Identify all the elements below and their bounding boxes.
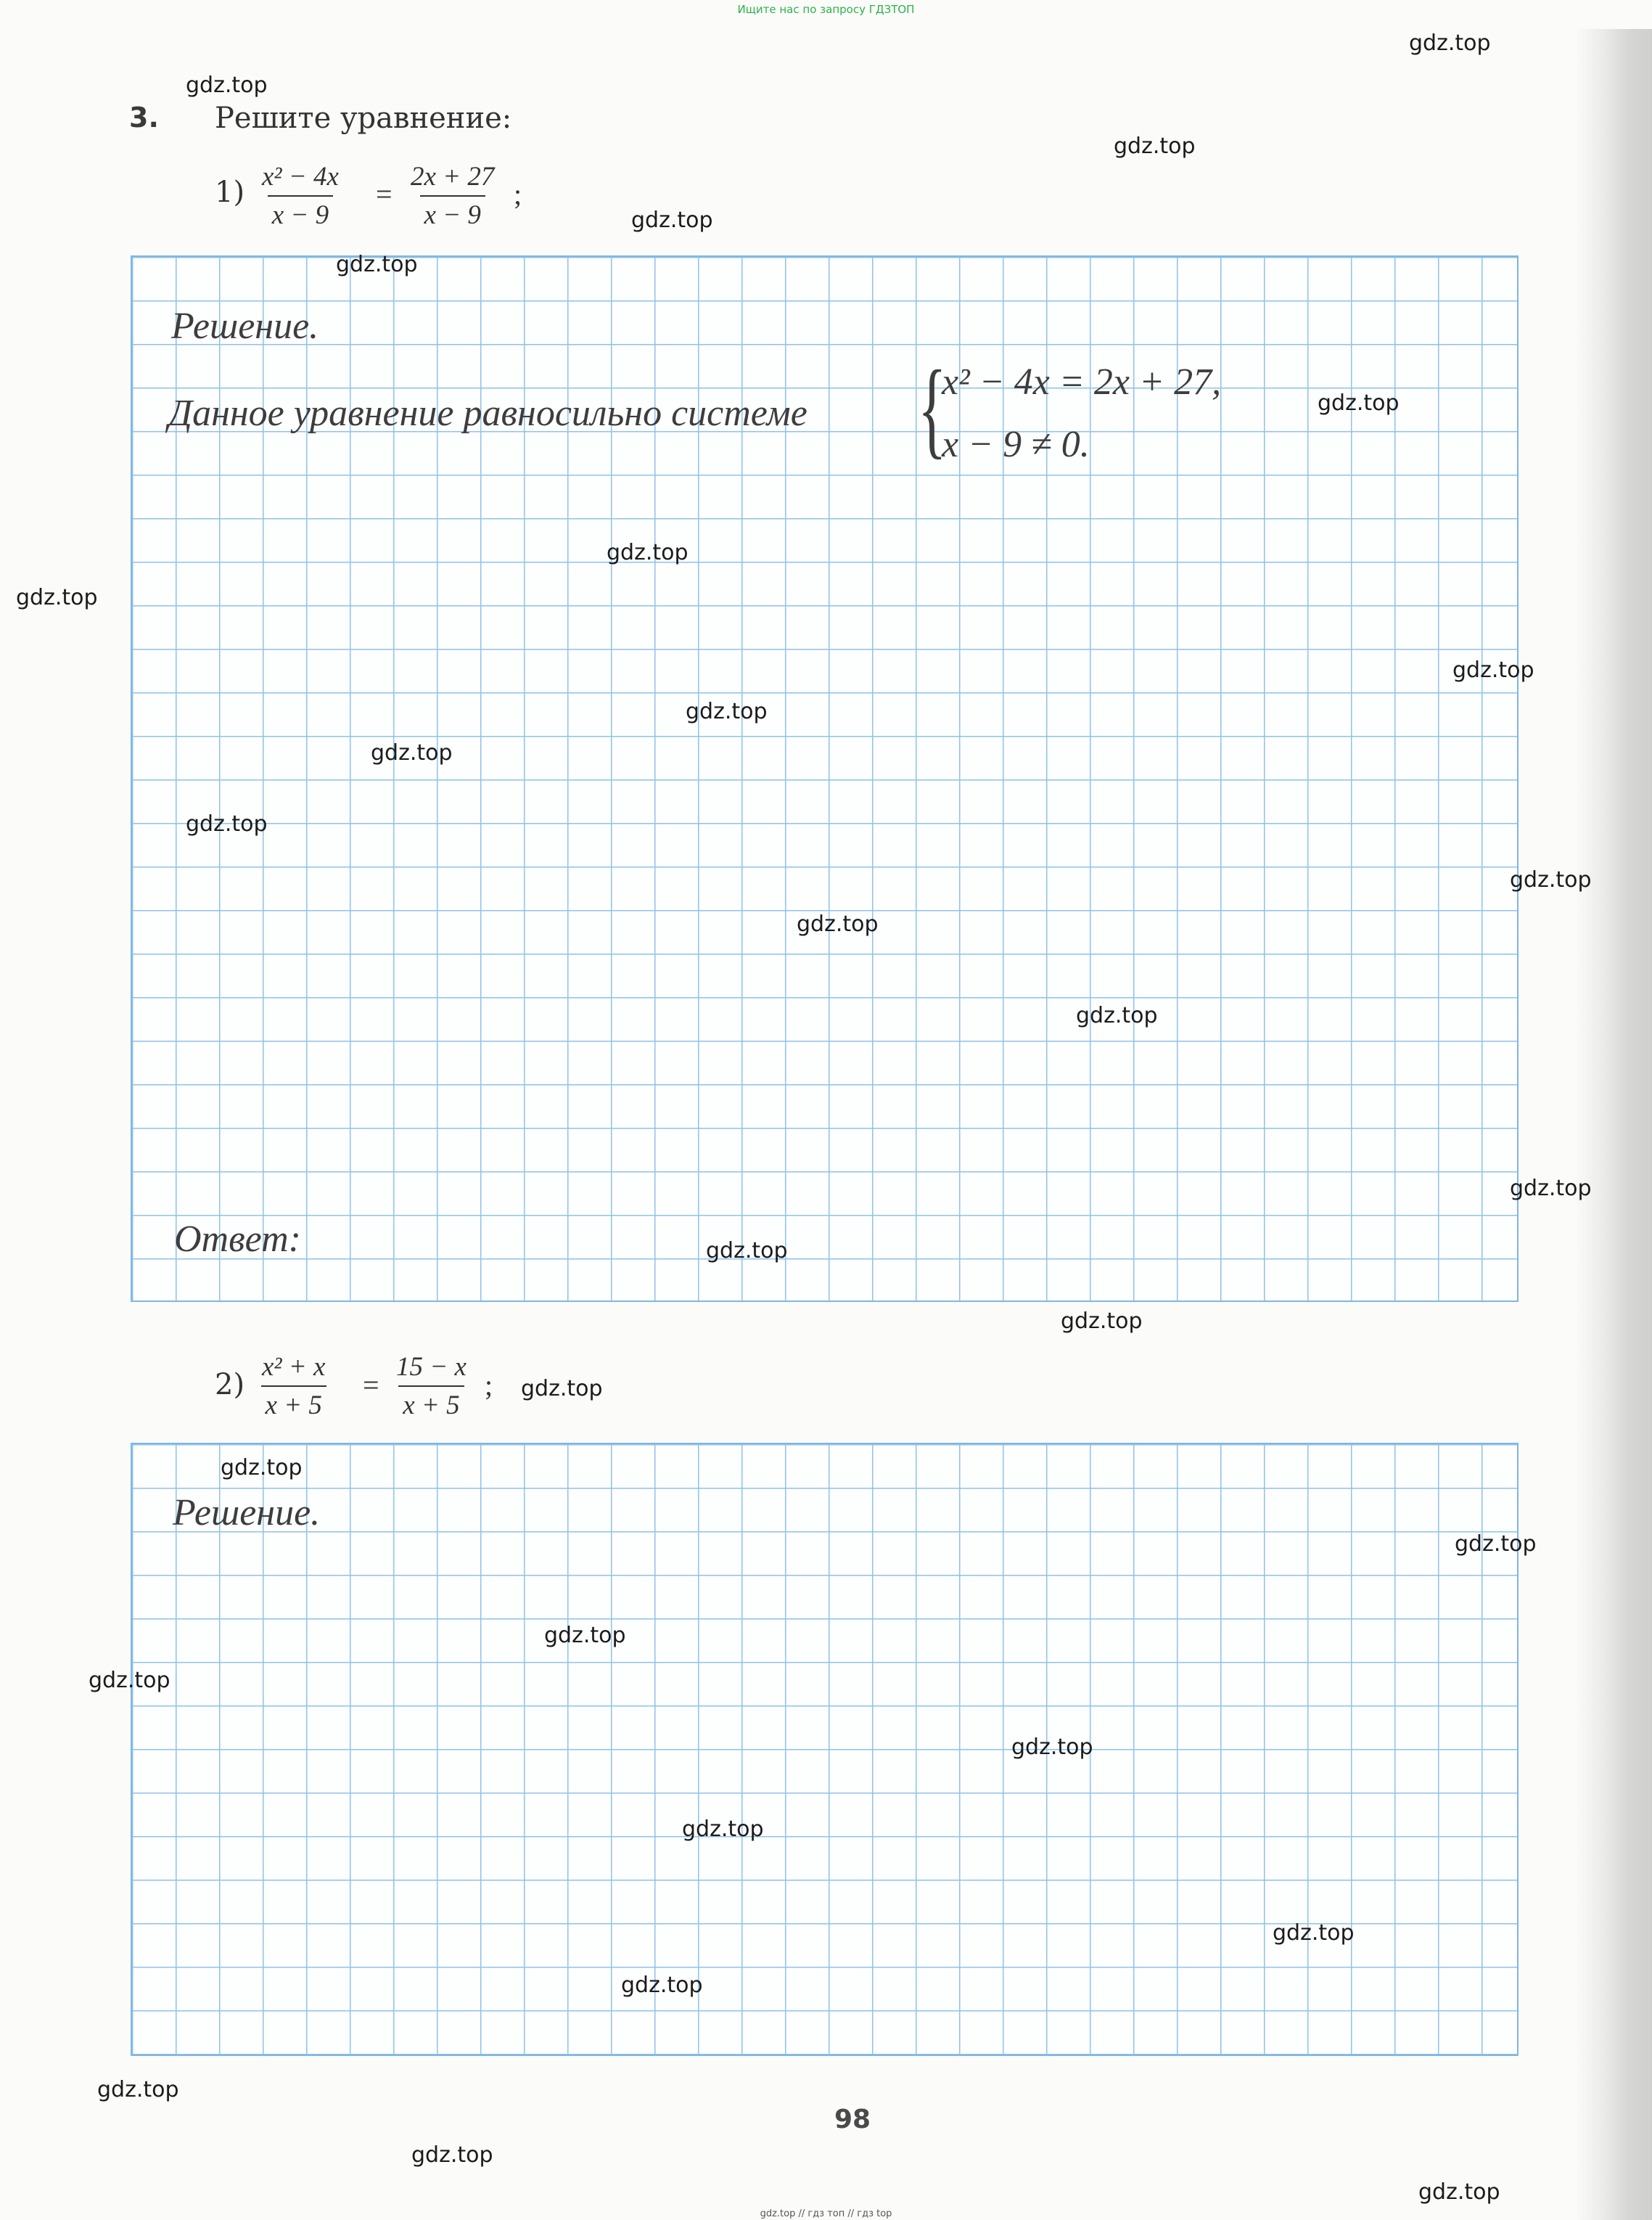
watermark[interactable]: gdz.top — [1510, 1176, 1592, 1201]
fraction-denominator: x + 5 — [261, 1385, 326, 1421]
watermark[interactable]: gdz.top — [221, 1455, 303, 1480]
watermark[interactable]: gdz.top — [706, 1238, 788, 1263]
watermark[interactable]: gdz.top — [186, 73, 268, 98]
system-line-2: x − 9 ≠ 0. — [942, 424, 1090, 465]
watermark[interactable]: gdz.top — [336, 252, 418, 277]
watermark[interactable]: gdz.top — [1409, 30, 1491, 56]
watermark[interactable]: gdz.top — [686, 699, 768, 724]
equation-1-label: 1) — [215, 176, 245, 209]
watermark[interactable]: gdz.top — [631, 208, 713, 233]
semicolon: ; — [514, 178, 522, 210]
watermark[interactable]: gdz.top — [1455, 1531, 1537, 1557]
system-line-1: x² − 4x = 2x + 27, — [942, 361, 1222, 403]
fraction-numerator: 15 − x — [396, 1352, 467, 1382]
bottom-banner[interactable]: gdz.top // гдз топ // гдз top — [760, 2208, 892, 2219]
equals-sign: = — [363, 1369, 379, 1401]
watermark[interactable]: gdz.top — [1418, 2179, 1500, 2205]
system-brace: { — [918, 348, 947, 469]
watermark[interactable]: gdz.top — [1510, 867, 1592, 893]
watermark[interactable]: gdz.top — [607, 540, 689, 565]
watermark[interactable]: gdz.top — [1114, 134, 1196, 159]
answer-1-label: Ответ: — [174, 1218, 301, 1260]
equation-2-label: 2) — [215, 1368, 245, 1401]
watermark[interactable]: gdz.top — [621, 1973, 703, 1998]
watermark[interactable]: gdz.top — [97, 2077, 179, 2102]
fraction-denominator: x + 5 — [398, 1385, 464, 1421]
watermark[interactable]: gdz.top — [1076, 1003, 1158, 1028]
fraction-denominator: x − 9 — [420, 195, 485, 231]
watermark[interactable]: gdz.top — [16, 585, 98, 610]
equals-sign: = — [376, 178, 393, 210]
watermark[interactable]: gdz.top — [371, 740, 453, 766]
answer-grid-2[interactable] — [131, 1443, 1519, 2056]
watermark[interactable]: gdz.top — [1061, 1308, 1143, 1334]
page-number: 98 — [834, 2105, 871, 2134]
watermark[interactable]: gdz.top — [1273, 1920, 1355, 1946]
watermark[interactable]: gdz.top — [1318, 390, 1400, 416]
watermark[interactable]: gdz.top — [411, 2142, 493, 2168]
equation-2-lhs-fraction — [258, 1351, 329, 1421]
watermark[interactable]: gdz.top — [682, 1816, 764, 1842]
top-banner[interactable]: Ищите нас по запросу ГДЗТОП — [737, 3, 915, 16]
watermark[interactable]: gdz.top — [521, 1376, 603, 1401]
watermark[interactable]: gdz.top — [186, 811, 268, 837]
watermark[interactable]: gdz.top — [544, 1623, 626, 1648]
fraction-numerator: x² − 4x — [262, 162, 339, 192]
watermark[interactable]: gdz.top — [797, 912, 879, 937]
solution-1-text: Данное уравнение равносильно системе — [168, 393, 807, 434]
fraction-numerator: 2x + 27 — [411, 162, 495, 192]
watermark[interactable]: gdz.top — [89, 1668, 170, 1693]
fraction-denominator: x − 9 — [268, 195, 333, 231]
watermark[interactable]: gdz.top — [1011, 1734, 1093, 1760]
page-gutter-shadow — [1574, 29, 1652, 2220]
task-number: 3. — [129, 102, 159, 134]
equation-1-rhs-fraction — [406, 161, 498, 231]
task-text: Решите уравнение: — [215, 102, 512, 135]
solution-2-heading: Решение. — [173, 1492, 321, 1533]
equation-1-lhs-fraction — [258, 161, 343, 231]
equation-2-rhs-fraction — [392, 1351, 471, 1421]
semicolon: ; — [485, 1369, 493, 1401]
fraction-numerator: x² + x — [262, 1352, 326, 1382]
solution-1-heading: Решение. — [171, 306, 319, 347]
watermark[interactable]: gdz.top — [1452, 658, 1534, 683]
